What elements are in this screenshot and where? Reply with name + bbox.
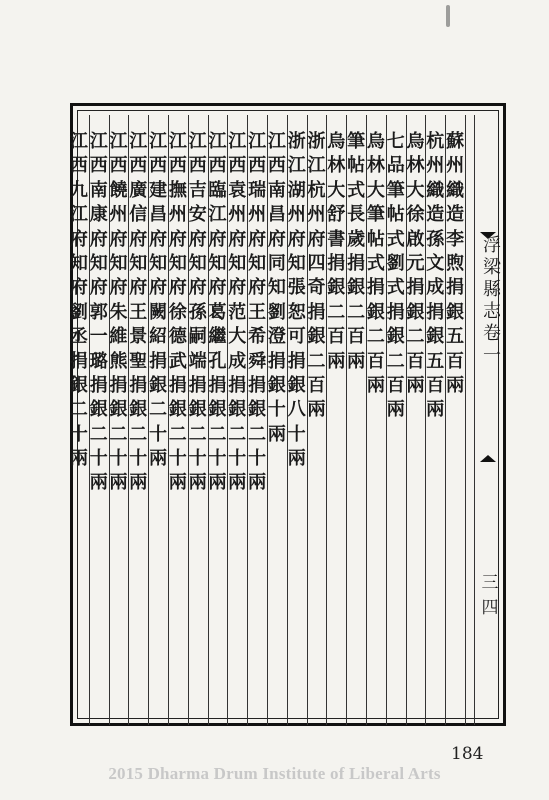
text-column: 烏 林 大 筆 帖 式 捐 銀 二 百 兩 xyxy=(366,131,385,396)
text-column: 江 西 南 康 府 知 府 郭 一 璐 捐 銀 二 十 兩 xyxy=(89,131,108,494)
text-column: 江 西 吉 安 府 知 府 孫 嗣 端 捐 銀 二 十 兩 xyxy=(188,131,207,494)
block-heart-rule xyxy=(474,115,475,725)
text-column: 江 西 臨 江 府 知 府 葛 繼 孔 捐 銀 二 十 兩 xyxy=(208,131,227,494)
column-rule xyxy=(465,115,466,725)
text-column: 筆 帖 式 長 歲 捐 銀 二 百 兩 xyxy=(347,131,366,372)
leaf-number: 三 四 xyxy=(481,573,499,618)
text-column: 江 西 九 江 府 知 府 劉 丞 捐 銀 二 十 兩 xyxy=(69,131,88,470)
text-column: 江 西 建 昌 府 知 府 闕 紹 捐 銀 二 十 兩 xyxy=(149,131,168,470)
text-column: 江 西 廣 信 府 知 府 王 景 聖 捐 銀 二 十 兩 xyxy=(129,131,148,494)
text-column: 七 品 筆 帖 式 劉 式 捐 銀 二 百 兩 xyxy=(386,131,405,421)
watermark: 2015 Dharma Drum Institute of Liberal Arts xyxy=(108,764,441,783)
text-column: 江 西 瑞 州 府 知 府 王 希 舜 捐 銀 二 十 兩 xyxy=(248,131,267,494)
ink-scratch xyxy=(446,5,450,27)
fish-tail-mark-bottom xyxy=(480,455,496,462)
text-column: 烏 林 大 舒 書 捐 銀 二 百 兩 xyxy=(327,131,346,372)
page-number: 184 xyxy=(451,744,484,764)
block-heart-title: 浮 梁 縣 志 卷 一 xyxy=(483,235,501,366)
text-column: 江 西 南 昌 府 同 知 劉 澄 捐 銀 十 兩 xyxy=(267,131,286,445)
text-column: 烏 林 大 徐 啟 元 捐 銀 二 百 兩 xyxy=(406,131,425,396)
text-column: 江 西 饒 州 府 知 府 朱 維 熊 捐 銀 二 十 兩 xyxy=(109,131,128,494)
text-column: 蘇 州 織 造 李 煦 捐 銀 五 百 兩 xyxy=(446,131,465,396)
text-column: 杭 州 織 造 孫 文 成 捐 銀 五 百 兩 xyxy=(426,131,445,421)
text-column: 江 西 撫 州 府 知 府 徐 德 武 捐 銀 二 十 兩 xyxy=(168,131,187,494)
text-column: 浙 江 杭 州 府 四 奇 捐 銀 二 百 兩 xyxy=(307,131,326,421)
text-column: 浙 江 湖 州 府 知 張 恕 可 捐 銀 八 十 兩 xyxy=(287,131,306,470)
text-column: 江 西 袁 州 府 知 府 范 大 成 捐 銀 二 十 兩 xyxy=(228,131,247,494)
